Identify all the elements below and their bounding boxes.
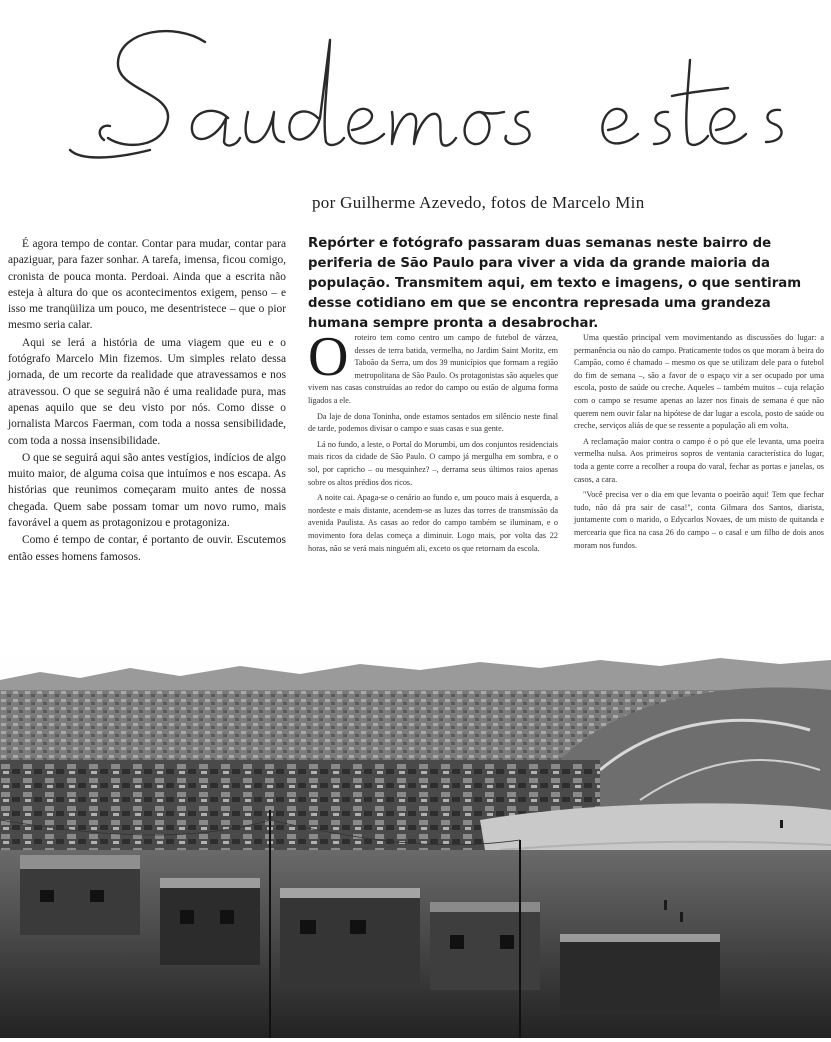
drop-cap: O (308, 326, 349, 388)
body-paragraph: Lá no fundo, a leste, o Portal do Morumbi, um dos conjuntos residenciais mais ricos da cidade de São Paulo. O campo já mergulha em sombra, e o sol, por capricho – ou mesquinhez? –, derrama seus últimos raios apenas sobre os altos prédios dos ricos. (308, 439, 558, 487)
neighborhood-photo (0, 650, 831, 1038)
deck-summary: Repórter e fotógrafo passaram duas semanas neste bairro de periferia de São Paulo para viver a vida da grande maioria da população. Transmitem aqui, em texto e imagens, o que sentiram desse cotidiano em que se encontra represada uma grandeza humana sempre pronta a desabrochar. (308, 236, 802, 331)
lead-column (8, 236, 286, 566)
lead-paragraph: Como é tempo de contar, é portanto de ouvir. Escutemos então esses homens famosos. (8, 534, 286, 563)
body-column-2 (574, 332, 824, 555)
body-paragraph (308, 326, 558, 408)
lead-paragraph: O que se seguirá aqui são antes vestígios, indícios de algo muito maior, de alguma coisa que intuímos e nos escapa. As histórias que reunimos começaram muito antes de nossa chegada. Quem sabe possam tomar um novo rumo, mais favorável a quem as protagonizou e protagoniza. (8, 451, 286, 530)
body-paragraph: Uma questão principal vem movimentando as discussões do lugar: a permanência ou não do campo. Praticamente todos os que moram à beira do Campão, como é chamado – mesmo os que se utilizam dele para o futebol do fim de semana –, são a favor de o espaço vir a ser ocupado por uma escola, posto de saúde ou creche. Aqueles – também muitos – cuja relação com o campo se resume apenas ao lazer nos finais de semana é que não querem nem ouvir falar na hipótese de dar lugar a escola, posto de saúde ou creche, serviços aliás de que se ressente a população ali em volta. (574, 333, 824, 431)
body-paragraph: "Você precisa ver o dia em que levanta o poeirão aqui! Tem que fechar tudo, não dá pra sair de casa!", conta Gilmara dos Santos, diarista, juntamente com o marido, o Edycarlos Novaes, de um misto de quitanda e mercearia que fica na casa 26 do campo – o casal e um filho de dois anos moram nos fundos. (574, 490, 824, 550)
body-paragraph: A noite cai. Apaga-se o cenário ao fundo e, um pouco mais à esquerda, a nordeste e mais distante, acendem-se as luzes das torres de transmissão da avenida Paulista. As casas ao redor do campo também se iluminam, e o movimento fora delas começa a diminuir. Logo mais, por volta das 22 horas, não se verá mais ninguém ali, exceto os que retornam da escola. (308, 493, 558, 553)
body-paragraph: Da laje de dona Toninha, onde estamos sentados em silêncio neste final de tarde, podemos divisar o campo e suas casas e sua gente. (308, 411, 558, 434)
lead-paragraph: É agora tempo de contar. Contar para mudar, contar para apaziguar, para fazer sonhar. A tarefa, imensa, ficou comigo, cronista de pouca monta. Perdoai. Ainda que a escrita não esteja à altura do que os acontecimentos exigem, penso – e isso me tranqüiliza um pouco, me desentristece – que o pior mesmo seria calar. (8, 238, 286, 332)
body-paragraph: A reclamação maior contra o campo é o pó que ele levanta, uma poeira vermelha nulsa. Aos primeiros sopros de ventania característica do lugar, toda a gente corre a recolher a roupa do varal, fechar as portas e janelas, os casos, a cara. (574, 436, 824, 484)
lead-paragraph: Aqui se lerá a história de uma viagem que eu e o fotógrafo Marcelo Min fizemos. Um simples relato dessa jornada, de um recorte da realidade que atravessamos e nos atravessou. O que se seguirá não é uma realidade pura, mas apenas aquilo que se deu visto por nós. Como disse o jornalista Marcos Faerman, com toda a nossa sensibilidade, com toda a nossa insensibilidade. (8, 336, 286, 447)
byline: por Guilherme Azevedo, fotos de Marcelo Min (312, 193, 645, 212)
headline-script-art (0, 0, 831, 185)
headline-script (0, 0, 831, 185)
neighborhood-photo-art (0, 650, 831, 1038)
body-text: roteiro tem como centro um campo de futebol de várzea, desses de terra batida, vermelha, no Jardim Saint Moritz, em Taboão da Serra, um dos 39 municípios que formam a região metropolitana de São Paulo. Os protagonistas são aqueles que vivem nas casas construídas ao redor do campo ou estão de alguma forma ligados a ele. (308, 333, 558, 405)
body-column-1 (308, 326, 558, 558)
